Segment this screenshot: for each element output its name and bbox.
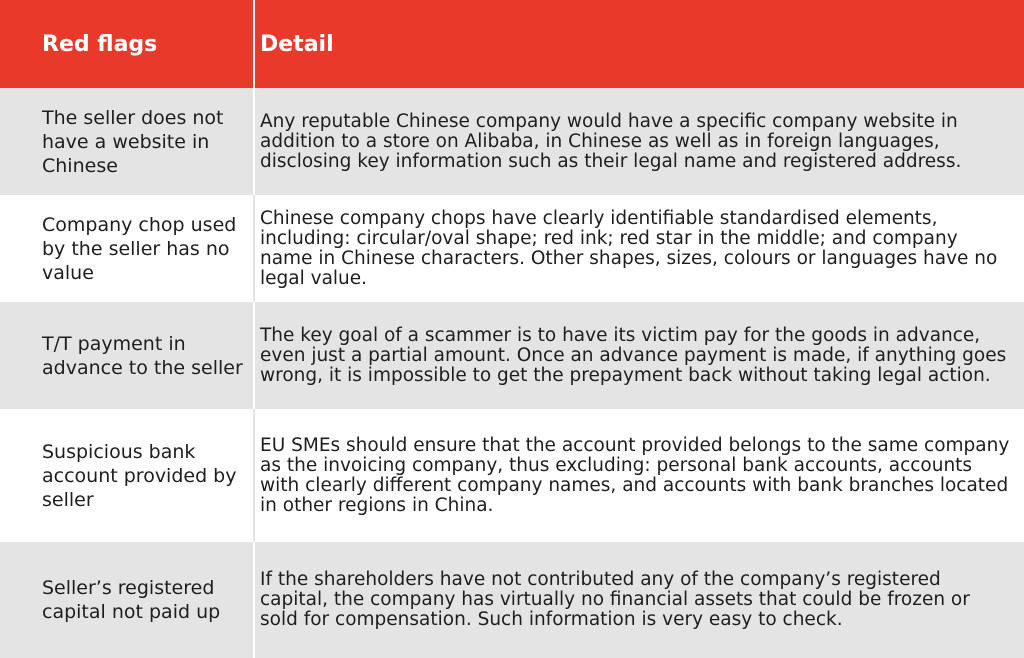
header-detail: Detail [253, 0, 1024, 88]
flag-no-chinese-website: The seller does not have a website in Chinese [0, 88, 253, 195]
flag-company-chop: Company chop used by the seller has no value [0, 195, 253, 302]
detail-tt-payment: The key goal of a scammer is to have its victim pay for the goods in advance, even just a partial amount. Once an advance payment is made, if anything goes wrong, it is impossible to get the prepayment back without taking legal action. [253, 302, 1024, 409]
detail-suspicious-bank-account: EU SMEs should ensure that the account provided belongs to the same company as the invoicing company, thus excluding: personal bank accounts, accounts with clearly different company names, and accounts with bank branches located in other regions in China. [253, 409, 1024, 542]
detail-no-chinese-website: Any reputable Chinese company would have a specific company website in addition to a store on Alibaba, in Chinese as well as in foreign languages, disclosing key information such as their legal name and registered address. [253, 88, 1024, 195]
flag-suspicious-bank-account: Suspicious bank account provided by seller [0, 409, 253, 542]
header-red-flags: Red flags [0, 0, 253, 88]
detail-company-chop: Chinese company chops have clearly identifiable standardised elements, including: circular/oval shape; red ink; red star in the middle; and company name in Chinese characters. Other shapes, sizes, colours or languages have no legal value. [253, 195, 1024, 302]
detail-registered-capital: If the shareholders have not contributed any of the company’s registered capital, the company has virtually no financial assets that could be frozen or sold for compensation. Such information is very easy to check. [253, 542, 1024, 658]
flag-registered-capital: Seller’s registered capital not paid up [0, 542, 253, 658]
flag-tt-payment: T/T payment in advance to the seller [0, 302, 253, 409]
